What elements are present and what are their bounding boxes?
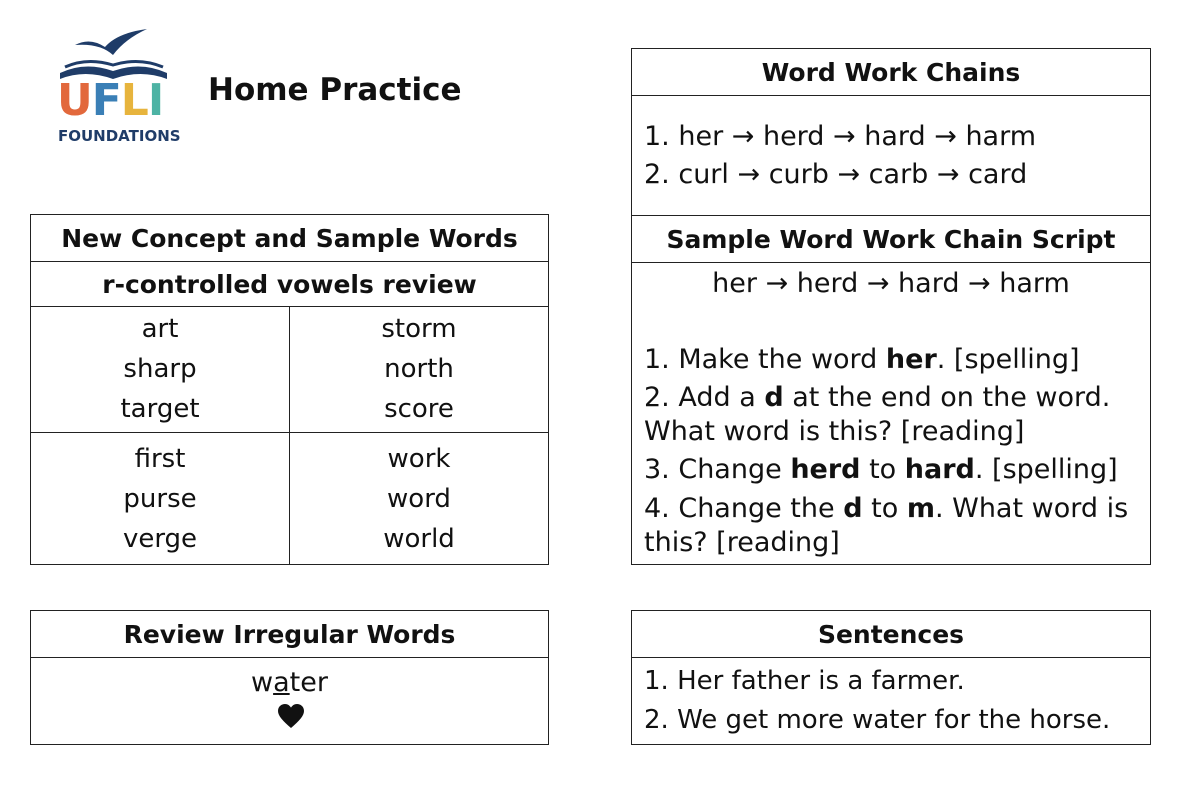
word-work: work [387,444,451,474]
sentences-table [631,610,1151,745]
script-text: to [860,454,905,485]
new-concept-header: New Concept and Sample Words [31,215,548,262]
word-world: world [383,524,455,554]
word-work-chains-table [631,48,1151,565]
word-north: north [384,354,454,384]
script-text: . What word is [934,493,1129,524]
word-purse: purse [123,484,197,514]
word-target: target [120,394,200,424]
script-step-4 [644,493,1128,525]
ufli-logo [55,25,181,150]
script-step-2-line-2: What word is this? [reading] [644,416,1025,447]
grid-divider-horizontal [31,432,548,433]
script-text: . [spelling] [936,344,1080,375]
script-bold: her [885,344,937,375]
irregular-word-part: ter [289,667,328,698]
word-art: art [141,314,179,344]
chain-item-1: 1. her → herd → hard → harm [644,121,1037,152]
chain-script-header: Sample Word Work Chain Script [632,215,1150,263]
sentences-header: Sentences [632,611,1150,658]
script-bold: m [906,493,935,524]
script-bold: hard [904,454,975,485]
script-step-1 [644,344,1080,376]
new-concept-subheader: r-controlled vowels review [31,262,548,307]
word-first: first [134,444,186,474]
irregular-words-header: Review Irregular Words [31,611,548,658]
word-sharp: sharp [123,354,197,384]
word-work-chains-header: Word Work Chains [632,49,1150,96]
logo-letter-u: U [57,75,92,126]
heart-icon [277,703,305,729]
sentence-2: 2. We get more water for the horse. [644,705,1111,735]
irregular-word-underlined: a [273,667,290,698]
script-text: 2. Add a [644,382,765,413]
script-step-3 [644,454,1118,486]
script-step-4-line-2: this? [reading] [644,527,840,558]
script-text: 3. Change [644,454,791,485]
logo-letter-f: F [91,75,121,126]
irregular-word-part: w [251,667,274,698]
logo-letter-i: I [147,75,164,126]
script-text: 4. Change the [644,493,844,524]
script-bold: d [843,493,863,524]
script-text: 1. Make the word [644,344,886,375]
script-text: at the end on the word. [783,382,1111,413]
script-step-2 [644,382,1110,414]
script-chain: her → herd → hard → harm [712,268,1070,299]
word-verge: verge [122,524,198,554]
new-concept-table [30,214,549,565]
word-score: score [384,394,454,424]
sentence-1: 1. Her father is a farmer. [644,666,965,696]
word-grid [31,307,548,564]
script-text: . [spelling] [974,454,1118,485]
word-storm: storm [381,314,457,344]
script-bold: herd [790,454,861,485]
page-title: Home Practice [208,72,462,108]
script-bold: d [764,382,784,413]
logo-subtitle: FOUNDATIONS [58,127,181,145]
irregular-word [31,667,548,698]
irregular-words-table [30,610,549,745]
word-word: word [387,484,451,514]
chain-item-2: 2. curl → curb → carb → card [644,159,1028,190]
script-text: to [862,493,907,524]
logo-letter-l: L [120,75,148,126]
